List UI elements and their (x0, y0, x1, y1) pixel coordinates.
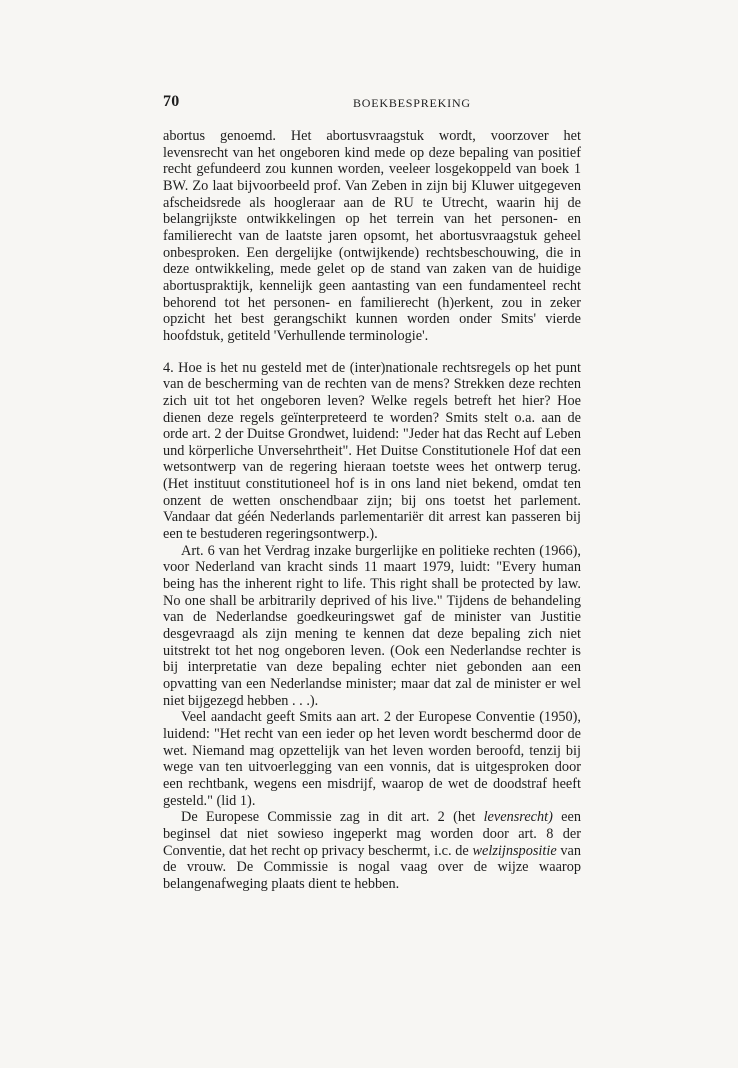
paragraph-5 (163, 809, 581, 892)
paragraph-4: Veel aandacht geeft Smits aan art. 2 der Europese Conventie (1950), luidend: "Het recht van een ieder op het leven wordt beschermd door de wet. Niemand mag opzettelijk van het leven worden beroofd, tenzij bij wege van ten uitvoerlegging van een vonnis, dat is uitgesproken door een rechtbank, wegens een misdrijf, waarop de wet de doodstraf heeft gesteld." (lid 1). (163, 709, 581, 809)
page-number: 70 (163, 93, 180, 110)
running-head: BOEKBESPREKING (353, 96, 471, 110)
paragraph-1: abortus genoemd. Het abortusvraagstuk wordt, voorzover het levensrecht van het ongeboren kind mede op deze bepaling van positief recht gefundeerd zou kunnen worden, veeleer losgekoppeld van boek 1 BW. Zo laat bijvoorbeeld prof. Van Zeben in zijn bij Kluwer uitgegeven afscheidsrede als hoogleraar aan de RU te Utrecht, waarin hij de belangrijkste ontwikkelingen op het terrein van het personen- en familierecht van de laatste jaren opsomt, het abortusvraagstuk geheel onbesproken. Een dergelijke (ontwijkende) rechtsbeschouwing, die in deze ontwikkeling, mede gelet op de stand van zaken van de huidige abortuspraktijk, kennelijk geen aantasting van een fundamenteel recht behorend tot het personen- en familierecht (h)erkent, zou in zeker opzicht het best gerangschikt kunnen worden onder Smits' vierde hoofdstuk, getiteld 'Verhullende terminologie'. (163, 128, 581, 344)
body-text (163, 128, 581, 893)
paragraph-5-part-a: De Europese Commissie zag in dit art. 2 (het (181, 809, 484, 826)
page-header (163, 93, 581, 115)
paragraph-5-part-c: van de vrouw. De Commissie is nogal vaag over de wijze waarop belangenafweging plaats dient te hebben. (163, 842, 581, 892)
paragraph-5-part-b: een beginsel dat niet sowieso ingeperkt mag worden door art. 8 der Conventie, dat het recht op privacy beschermt, i.c. de (163, 809, 581, 859)
paragraph-5-emphasis-1: levensrecht) (483, 809, 553, 826)
paragraph-2: 4. Hoe is het nu gesteld met de (inter)nationale rechtsregels op het punt van de bescherming van de rechten van de mens? Strekken deze rechten zich uit tot het ongeboren leven? Welke regels betreft het hier? Hoe dienen deze regels geïnterpreteerd te worden? Smits stelt o.a. aan de orde art. 2 der Duitse Grondwet, luidend: "Jeder hat das Recht auf Leben und körperliche Unversehrtheit". Het Duitse Constitutionele Hof dat een wetsontwerp van de regering hieraan toetste wees het ontwerp terug. (Het instituut constitutioneel hof is in ons land niet bekend, omdat ten onzent de wetten onschendbaar zijn; bij ons toetst het parlement. Vandaar dat géén Nederlands parlementariër dit arrest kan passeren bij een te bestuderen regeringsontwerp.). (163, 359, 581, 543)
paragraph-3: Art. 6 van het Verdrag inzake burgerlijke en politieke rechten (1966), voor Nederland van kracht sinds 11 maart 1979, luidt: "Every human being has the inherent right to life. This right shall be protected by law. No one shall be arbitrarily deprived of his live." Tijdens de behandeling van de Nederlandse goedkeuringswet gaf de minister van Justitie desgevraagd als zijn mening te kennen dat deze bepaling zich niet uitstrekt tot het nog ongeboren leven. (Ook een Nederlandse rechter is bij interpretatie van deze bepaling echter niet gebonden aan een opvatting van een Nederlandse minister; maar dat zal de minister er wel niet bijgezegd hebben . . .). (163, 542, 581, 709)
paragraph-5-emphasis-2: welzijnspositie (472, 842, 557, 859)
